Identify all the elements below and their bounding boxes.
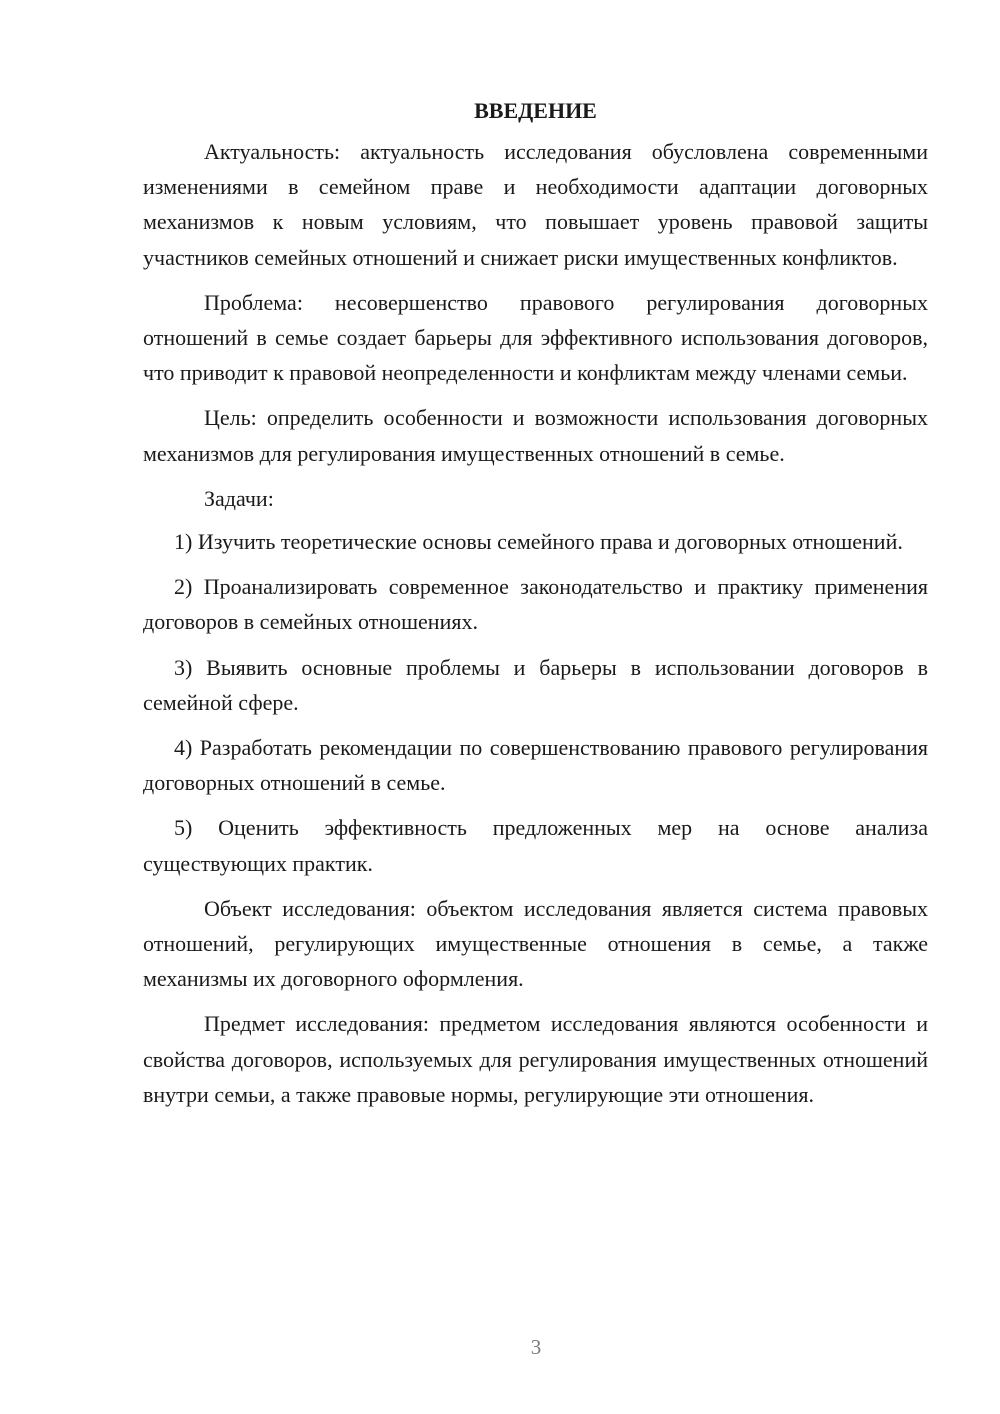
- object-paragraph: Объект исследования: объектом исследования является система правовых отношений, регулирующих имущественные отношения в семье, а также механизмы их договорного оформления.: [143, 895, 928, 992]
- subject-paragraph: Предмет исследования: предметом исследования являются особенности и свойства договоров, используемых для регулирования имущественных отношений внутри семьи, а также правовые нормы, регулирующие эти отношения.: [143, 1011, 928, 1107]
- task-item-5: 5) Оценить эффективность предложенных мер на основе анализа существующих практик.: [143, 815, 928, 876]
- goal-paragraph: Цель: определить особенности и возможности использования договорных механизмов для регулирования имущественных отношений в семье.: [143, 405, 928, 466]
- problem-paragraph: Проблема: несовершенство правового регулирования договорных отношений в семье создает барьеры для эффективного использования договоров, что приводит к правовой неопределенности и конфликтам между членами семьи.: [143, 289, 928, 386]
- task-item-4: 4) Разработать рекомендации по совершенствованию правового регулирования договорных отношений в семье.: [143, 735, 928, 796]
- page-number: 3: [530, 1335, 542, 1359]
- relevance-paragraph: Актуальность: актуальность исследования обусловлена современными изменениями в семейном праве и необходимости адаптации договорных механизмов к новым условиям, что повышает уровень правовой защиты участников семейных отношений и снижает риски имущественных конфликтов.: [143, 139, 928, 270]
- task-item-3: 3) Выявить основные проблемы и барьеры в использовании договоров в семейной сфере.: [143, 654, 928, 715]
- page-content: [143, 96, 928, 1122]
- section-title: ВВЕДЕНИЕ: [474, 98, 597, 123]
- tasks-heading: Задачи:: [204, 485, 274, 511]
- task-item-2: 2) Проанализировать современное законодательство и практику применения договоров в семейных отношениях.: [143, 574, 928, 635]
- task-item-1: 1) Изучить теоретические основы семейного права и договорных отношений.: [174, 529, 903, 555]
